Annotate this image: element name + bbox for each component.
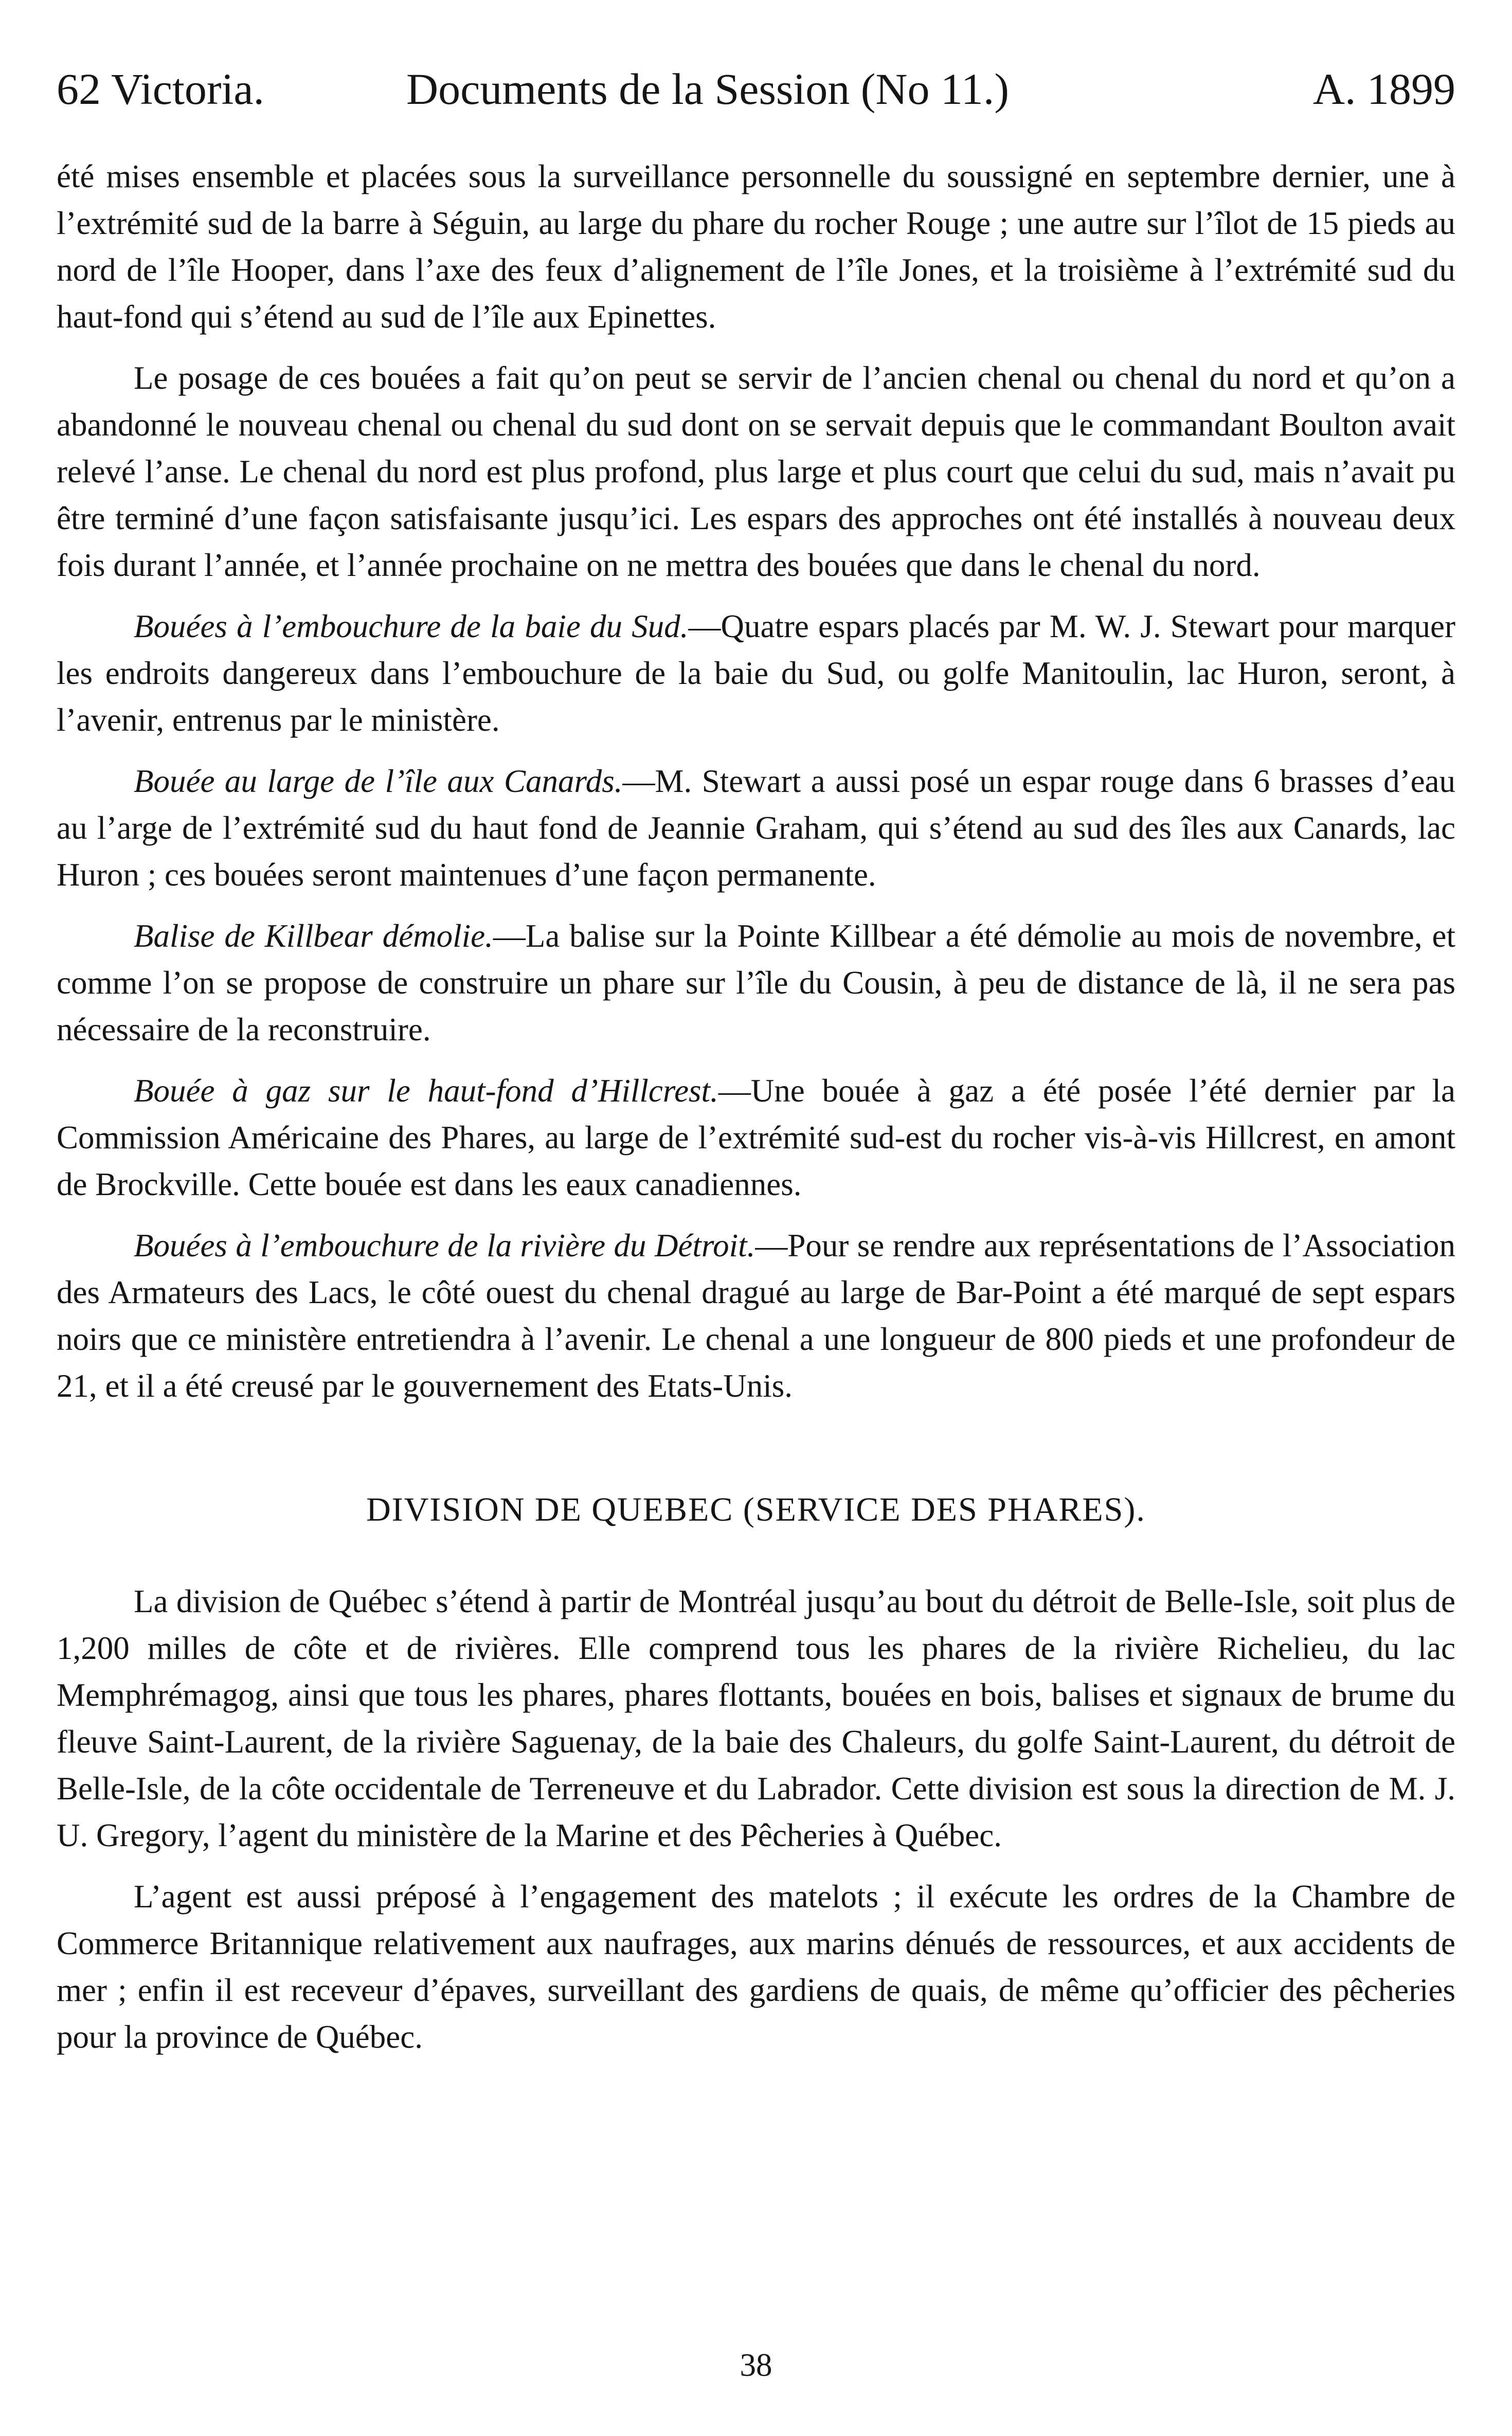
paragraph-text: —La balise sur la Pointe Killbear a été démolie au mois de novembre, et comme l’on se propose de construire un phare sur l’île du Cousin, à peu de distance de là, il ne sera pas nécessaire de la reconstruire. [57,918,1455,1048]
paragraph-hillcrest [57,1068,1455,1208]
paragraph-text: Le posage de ces bouées a fait qu’on peut se servir de l’ancien chenal ou chenal du nord et qu’on a abandonné le nouveau chenal ou chenal du sud dont on se servait depuis que le commandant Boulton avait relevé l’anse. Le chenal du nord est plus profond, plus large et plus court que celui du sud, mais n’avait pu être terminé d’une façon satisfaisante jusqu’ici. Les espars des approches ont été installés à nouveau deux fois durant l’année, et l’année prochaine on ne mettra des bouées que dans le chenal du nord. [57,360,1455,583]
document-page [57,57,1455,2402]
paragraph-baie-du-sud [57,603,1455,744]
paragraph-killbear [57,913,1455,1053]
paragraph-lead: Bouées à l’embouchure de la baie du Sud. [134,608,689,644]
paragraph-text: —M. Stewart a aussi posé un espar rouge dans 6 brasses d’eau au l’arge de l’extrémité sud du haut fond de Jeannie Graham, qui s’étend au sud des îles aux Canards, lac Huron ; ces bouées seront maintenues d’une façon permanente. [57,763,1455,893]
page-header [57,57,1455,123]
page-number: 38 [740,2347,772,2383]
header-title: Documents de la Session (No 11.) [406,64,1009,114]
paragraph-detroit [57,1222,1455,1410]
paragraph-lead: Bouée à gaz sur le haut-fond d’Hillcrest. [134,1073,718,1109]
paragraph-chenal-du-nord [57,355,1455,589]
header-volume: 62 Victoria. [57,64,265,114]
paragraph-lead: Bouée au large de l’île aux Canards. [134,763,623,799]
paragraph-lead: Bouées à l’embouchure de la rivière du Détroit. [134,1228,755,1264]
paragraph-agent [57,1873,1455,2061]
section-title: DIVISION DE QUEBEC (SERVICE DES PHARES). [366,1491,1146,1528]
paragraph-lead: Balise de Killbear démolie. [134,918,493,954]
paragraph-division-quebec [57,1578,1455,1859]
paragraph-text: —Quatre espars placés par M. W. J. Stewart pour marquer les endroits dangereux dans l’embouchure de la baie du Sud, ou golfe Manitoulin, lac Huron, seront, à l’avenir, entrenus par le ministère. [57,608,1455,738]
paragraph-text: L’agent est aussi préposé à l’engagement des matelots ; il exécute les ordres de la Chambre de Commerce Britannique relativement aux naufrages, aux marins dénués de ressources, et aux accidents de mer ; enfin il est receveur d’épaves, surveillant des gardiens de quais, de même qu’officier des pêcheries pour la province de Québec. [57,1879,1455,2055]
document-body [57,153,1455,2061]
header-year: A. 1899 [1312,64,1455,114]
paragraph-ile-aux-canards [57,758,1455,898]
paragraph-text: été mises ensemble et placées sous la surveillance personnelle du soussigné en septembre dernier, une à l’extrémité sud de la barre à Séguin, au large du phare du rocher Rouge ; une autre sur l’îlot de 15 pieds au nord de l’île Hooper, dans l’axe des feux d’alignement de l’île Jones, et la troisième à l’extrémité sud du haut-fond qui s’étend au sud de l’île aux Epinettes. [57,158,1455,335]
paragraph-continuation [57,153,1455,340]
paragraph-text: La division de Québec s’étend à partir de Montréal jusqu’au bout du détroit de Belle-Isle, soit plus de 1,200 milles de côte et de rivières. Elle comprend tous les phares de la rivière Richelieu, du lac Memphrémagog, ainsi que tous les phares, phares flottants, bouées en bois, balises et signaux de brume du fleuve Saint-Laurent, de la rivière Saguenay, de la baie des Chaleurs, du golfe Saint-Laurent, du détroit de Belle-Isle, de la côte occidentale de Terreneuve et du Labrador. Cette division est sous la direction de M. J. U. Gregory, l’agent du ministère de la Marine et des Pêcheries à Québec. [57,1583,1455,1853]
paragraph-text: —Pour se rendre aux représentations de l’Association des Armateurs des Lacs, le côté ouest du chenal dragué au large de Bar-Point a été marqué de sept espars noirs que ce ministère entretiendra à l’avenir. Le chenal a une longueur de 800 pieds et une profondeur de 21, et il a été creusé par le gouvernement des Etats-Unis. [57,1228,1455,1404]
paragraph-text: —Une bouée à gaz a été posée l’été dernier par la Commission Américaine des Phares, au large de l’extrémité sud-est du rocher vis-à-vis Hillcrest, en amont de Brockville. Cette bouée est dans les eaux canadiennes. [57,1073,1456,1202]
